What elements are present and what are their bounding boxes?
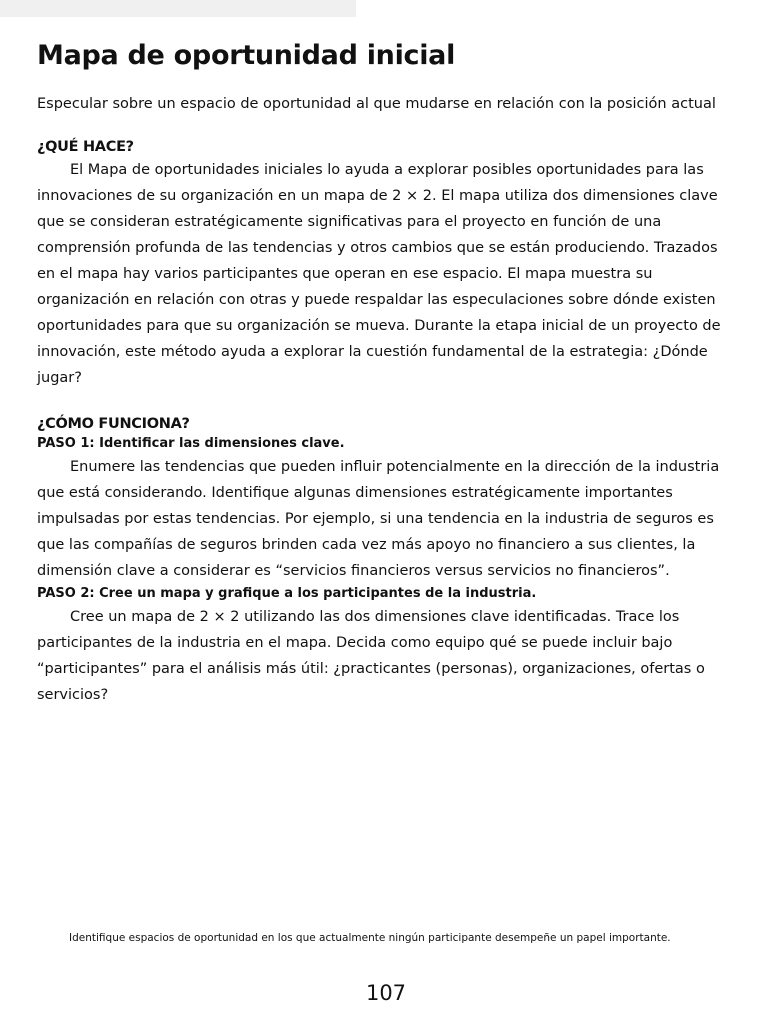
footnote: Identifique espacios de oportunidad en los que actualmente ningún participante desempeñe un papel importante. bbox=[69, 932, 671, 944]
section-heading-what: ¿QUÉ HACE? bbox=[37, 139, 134, 155]
top-strip bbox=[0, 0, 356, 17]
page-title: Mapa de oportunidad inicial bbox=[37, 40, 456, 71]
what-paragraph: El Mapa de oportunidades iniciales lo ayuda a explorar posibles oportunidades para las innovaciones de su organización en un mapa de 2 × 2. El mapa utiliza dos dimensiones clave que se consideran estratégicamente significativas para el proyecto en función de una comprensión profunda de las tendencias y otros cambios que se están produciendo. Trazados en el mapa hay varios participantes que operan en ese espacio. El mapa muestra su organización en relación con otras y puede respaldar las especulaciones sobre dónde existen oportunidades para que su organización se mueva. Durante la etapa inicial de un proyecto de innovación, este método ayuda a explorar la cuestión fundamental de la estrategia: ¿Dónde jugar? bbox=[37, 162, 721, 386]
page-number: 107 bbox=[365, 981, 407, 1005]
page-subtitle: Especular sobre un espacio de oportunidad al que mudarse en relación con la posición actual bbox=[37, 96, 716, 112]
document-body bbox=[37, 38, 727, 708]
step-2-text: Cree un mapa de 2 × 2 utilizando las dos dimensiones clave identificadas. Trace los participantes de la industria en el mapa. Decida como equipo qué se puede incluir bajo “participantes” para el análisis más útil: ¿practicantes (personas), organizaciones, ofertas o servicios? bbox=[37, 609, 705, 703]
step-2-title: PASO 2: Cree un mapa y grafique a los participantes de la industria. bbox=[37, 586, 537, 601]
step-1-text: Enumere las tendencias que pueden influir potencialmente en la dirección de la industria que está considerando. Identifique algunas dimensiones estratégicamente importantes impulsadas por estas tendencias. Por ejemplo, si una tendencia en la industria de seguros es que las compañías de seguros brinden cada vez más apoyo no financiero a sus clientes, la dimensión clave a considerar es “servicios financieros versus servicios no financieros”. bbox=[37, 459, 720, 579]
section-heading-how: ¿CÓMO FUNCIONA? bbox=[37, 416, 190, 432]
step-1-title: PASO 1: Identificar las dimensiones clave. bbox=[37, 436, 345, 451]
